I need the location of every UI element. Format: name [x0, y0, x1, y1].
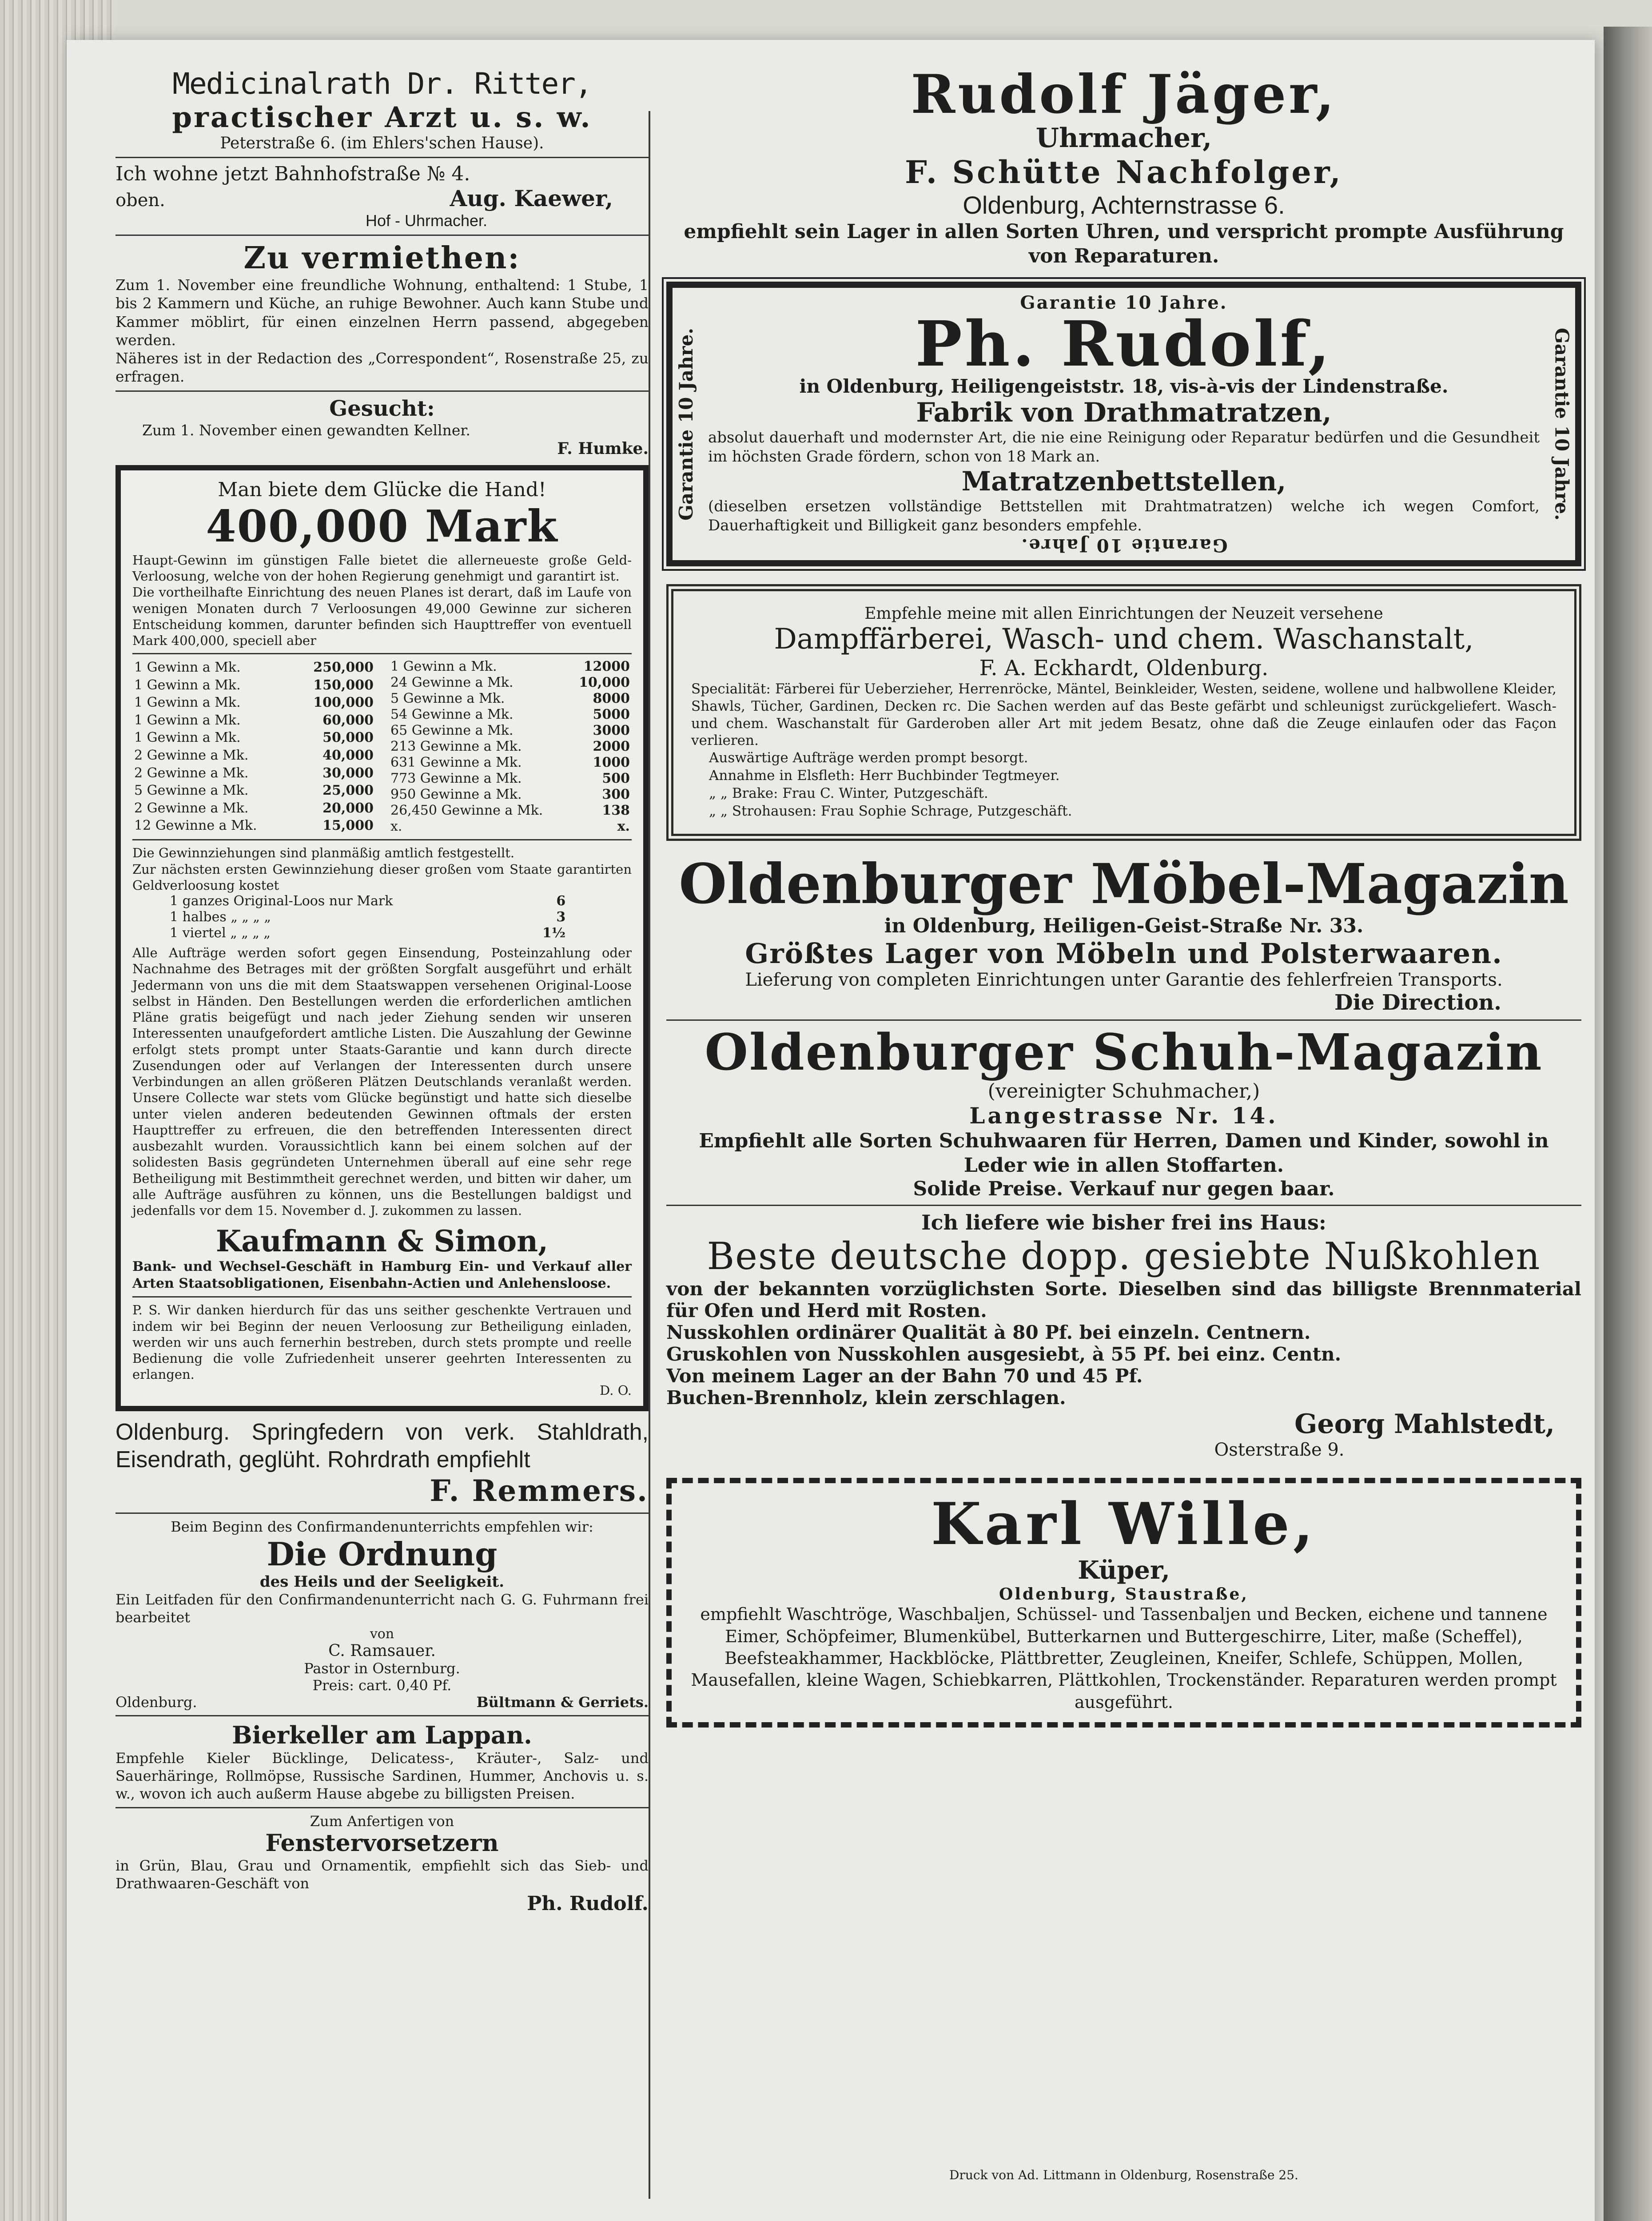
- lottery-ps-sig: D. O.: [600, 1382, 632, 1398]
- rudolf-name: Ph. Rudolf,: [915, 308, 1333, 381]
- ad-moebel: [666, 854, 1581, 1015]
- table-row: [389, 707, 632, 723]
- table-row: [132, 677, 375, 694]
- separator: [115, 390, 649, 392]
- ordnung-subtitle: des Heils und der Seeligkeit.: [259, 1573, 505, 1591]
- rudolf-betten-text: (dieselben ersetzen vollständige Bettstellen mit Drahtmatratzen) welche ich wegen Comfort, Dauerhaftigkeit und Billigkeit ganz besonders empfehle.: [708, 498, 1540, 534]
- wille-place: Oldenburg, Staustraße,: [999, 1585, 1249, 1604]
- row-value: 30,000: [322, 765, 374, 781]
- kaewer-name: Aug. Kaewer,: [450, 185, 613, 211]
- ad-schuh: [666, 1025, 1581, 1200]
- ad-lottery: [115, 465, 649, 1411]
- separator: [115, 235, 649, 236]
- ordnung-desc: Ein Leitfaden für den Confirmandenunterricht nach G. G. Fuhrmann frei bearbeitet: [115, 1591, 649, 1626]
- ordnung-author: C. Ramsauer.: [328, 1642, 436, 1660]
- rudolf-fabrik: Fabrik von Drathmatratzen,: [916, 397, 1332, 428]
- table-row: [389, 819, 632, 835]
- row-value: 5000: [593, 707, 630, 723]
- table-row: [389, 771, 632, 787]
- eckhardt-auswaerts: Auswärtige Aufträge werden prompt besorgt.: [709, 750, 1028, 766]
- row-value: 40,000: [322, 748, 374, 764]
- separator: [115, 1715, 649, 1716]
- moebel-title: Oldenburger Möbel-Magazin: [679, 852, 1569, 916]
- separator: [132, 1296, 632, 1298]
- separator: [115, 157, 649, 158]
- eckhardt-title: Dampffärberei, Wasch- und chem. Waschanstalt,: [774, 623, 1474, 656]
- wille-text: empfiehlt Waschtröge, Waschbaljen, Schüssel- und Tassenbaljen und Becken, eichene und tannene Eimer, Schöpfeimer, Blumenkübel, Butterkarnen und Buttergeschirre, Liter, maße (Scheffel), Beefsteakhammer, Hackblöcke, Plättbretter, Zeugleinen, Kneifer, Schlefe, Schüppen, Mollen, Mausefallen, kleine Wagen, Schiebkarren, Plättkohlen, Trockenständer. Reparaturen werden prompt ausgeführt.: [691, 1604, 1557, 1712]
- kaewer-oben: oben.: [115, 190, 165, 211]
- jaeger-address: Oldenburg, Achternstrasse 6.: [963, 191, 1285, 219]
- row-label: 1 Gewinn a Mk.: [134, 712, 241, 728]
- schuh-address: Langestrasse Nr. 14.: [969, 1103, 1278, 1129]
- wille-name: Karl Wille,: [931, 1490, 1317, 1558]
- row-value: 150,000: [313, 677, 374, 693]
- row-value: 10,000: [579, 675, 630, 691]
- wille-role: Küper,: [1078, 1556, 1170, 1585]
- table-row: [389, 723, 632, 739]
- kohlen-text: von der bekannten vorzüglichsten Sorte. Dieselben sind das billigste Brennmaterial für Ofen und Herd mit Rosten.: [666, 1278, 1581, 1322]
- row-value: 15,000: [322, 818, 374, 834]
- kohlen-title: Beste deutsche dopp. gesiebte Nußkohlen: [707, 1234, 1541, 1278]
- kaewer-role: Hof - Uhrmacher.: [365, 211, 488, 230]
- table-row: [389, 675, 632, 691]
- row-label: 773 Gewinne a Mk.: [390, 771, 522, 787]
- kaewer-line1: Ich wohne jetzt Bahnhofstraße № 4.: [115, 163, 470, 185]
- row-label: 12 Gewinne a Mk.: [134, 818, 257, 834]
- eckhardt-annahme: [691, 767, 1556, 820]
- ordnung-intro: Beim Beginn des Confirmandenunterrichts empfehlen wir:: [171, 1518, 593, 1536]
- row-label: 65 Gewinne a Mk.: [390, 723, 514, 739]
- eckhardt-intro: Empfehle meine mit allen Einrichtungen der Neuzeit versehene: [864, 605, 1383, 623]
- table-row: [389, 803, 632, 819]
- remmers-text: Oldenburg. Springfedern von verk. Stahldrath, Eisendrath, geglüht. Rohrdrath empfiehlt: [115, 1419, 649, 1473]
- rudolf-guarantee-bottom: Garantie 10 Jahre.: [1020, 535, 1228, 556]
- kohlen-intro: Ich liefere wie bisher frei ins Haus:: [921, 1210, 1326, 1235]
- row-value: 6: [556, 893, 566, 909]
- vermiethen-text2: Näheres ist in der Redaction des „Correspondent“, Rosenstraße 25, zu erfragen.: [115, 350, 649, 386]
- remmers-name: F. Remmers.: [430, 1473, 649, 1509]
- separator: [132, 839, 632, 840]
- rudolf-guarantee-top: Garantie 10 Jahre.: [1020, 292, 1228, 313]
- lappan-title: Bierkeller am Lappan.: [232, 1721, 532, 1750]
- table-row: [132, 659, 375, 677]
- lottery-next-draw: Zur nächsten ersten Gewinnziehung dieser großen vom Staate garantirten Geldverloosung kostet: [132, 861, 632, 893]
- table-row: [132, 712, 375, 729]
- table-row: [132, 694, 375, 712]
- rudolf-address: in Oldenburg, Heiligengeiststr. 18, vis-à-vis der Lindenstraße.: [799, 375, 1449, 397]
- ad-jaeger: [666, 63, 1581, 268]
- fenster-name: Ph. Rudolf.: [527, 1892, 649, 1915]
- row-value: 25,000: [322, 783, 374, 799]
- table-row: [168, 909, 567, 925]
- annahme-line: „ „ Brake: Frau C. Winter, Putzgeschäft.: [709, 785, 988, 802]
- ordnung-price: Preis: cart. 0,40 Pf.: [312, 1677, 452, 1694]
- row-label: x.: [390, 819, 402, 835]
- ad-ritter: [115, 67, 649, 152]
- ad-kohlen: [666, 1210, 1581, 1460]
- ad-remmers: [115, 1418, 649, 1509]
- fenster-intro: Zum Anfertigen von: [310, 1813, 454, 1830]
- annahme-line: „ „ Strohausen: Frau Sophie Schrage, Putzgeschäft.: [709, 803, 1072, 820]
- lottery-draw-note: Die Gewinnziehungen sind planmäßig amtlich festgestellt.: [132, 845, 515, 861]
- wins-left: [132, 659, 375, 835]
- ordnung-place: Oldenburg.: [115, 1694, 197, 1711]
- row-value: x.: [617, 819, 630, 835]
- moebel-text: Lieferung von completen Einrichtungen unter Garantie des fehlerfreien Transports.: [745, 970, 1503, 991]
- table-row: [132, 782, 375, 800]
- jaeger-text: empfiehlt sein Lager in allen Sorten Uhren, und verspricht prompte Ausführung von Reparaturen.: [684, 220, 1564, 267]
- separator: [115, 1513, 649, 1514]
- lottery-body: Alle Aufträge werden sofort gegen Einsendung, Posteinzahlung oder Nachnahme des Betrages mit der größten Sorgfalt ausgeführt und erhält Jedermann von uns die mit dem Staatswappen versehenen Original-Loose selbst in Händen. Den Bestellungen werden die erforderlichen amtlichen Pläne gratis beigefügt und nach jeder Ziehung senden wir unseren Interessenten unaufgefordert amtliche Listen. Die Auszahlung der Gewinne erfolgt stets prompt unter Staats-Garantie und kann durch directe Zusendungen oder auf Verlangen der Interessenten durch unsere Verbindungen an allen größeren Plätzen Deutschlands veranlaßt werden. Unsere Collecte war stets vom Glücke begünstigt und hatte sich dieselbe unter vielen anderen bedeutenden Gewinnen oftmals der ersten Haupttreffer zu erfreuen, die den betreffenden Interessenten direct ausbezahlt wurden. Voraussichtlich kann bei einem solchen auf der solidesten Basis gegründeten Unternehmen überall auf eine sehr rege Betheiligung mit Bestimmtheit gerechnet werden, und bitten wir daher, um alle Aufträge ausführen zu können, uns die Bestellungen baldigst und jedenfalls vor dem 15. November d. J. zukommen zu lassen.: [132, 945, 632, 1218]
- ad-gesucht: [115, 396, 649, 458]
- kohlen-address: Osterstraße 9.: [1214, 1440, 1345, 1461]
- lottery-intro: Haupt-Gewinn im günstigen Falle bietet die allerneueste große Geld-Verloosung, welche von der hohen Regierung genehmigt und garantirt ist.: [132, 552, 632, 584]
- row-label: 5 Gewinne a Mk.: [390, 691, 505, 707]
- row-value: 12000: [583, 659, 630, 675]
- left-column: [115, 67, 649, 1915]
- printer-footer: Druck von Ad. Littmann in Oldenburg, Rosenstraße 25.: [949, 2168, 1298, 2182]
- ad-kaewer: [115, 163, 649, 230]
- separator: [666, 1019, 1581, 1021]
- ordnung-title: Die Ordnung: [267, 1535, 498, 1573]
- ad-eckhardt: [666, 584, 1581, 841]
- rudolf-guarantee-right: Garantie 10 Jahre.: [1551, 327, 1573, 521]
- gesucht-heading: Gesucht:: [329, 396, 435, 421]
- wins-right: [389, 659, 632, 835]
- table-row: [168, 925, 567, 941]
- row-label: 1 ganzes Original-Loos nur Mark: [170, 893, 393, 909]
- gesucht-text: Zum 1. November einen gewandten Kellner.: [142, 421, 470, 439]
- kohlen-line4: Buchen-Brennholz, klein zerschlagen.: [666, 1387, 1066, 1409]
- eckhardt-name: F. A. Eckhardt, Oldenburg.: [979, 656, 1269, 681]
- moebel-signature: Die Direction.: [1334, 990, 1501, 1015]
- row-value: 500: [602, 771, 630, 787]
- eckhardt-text: Specialität: Färberei für Ueberzieher, Herrenröcke, Mäntel, Beinkleider, Westen, seidene, wollene und halbwollene Kleider, Shawls, Tücher, Gardinen, Decken rc. Die Sachen werden auf das Beste gefärbt und schleunigst zurückgeliefert. Wasch- und chem. Waschanstalt für Garderoben aller Art mit jedem Besatz, ohne daß die Zeuge einlaufen oder das Façon verlieren.: [691, 681, 1556, 749]
- table-row: [389, 691, 632, 707]
- lottery-firm-desc: Bank- und Wechsel-Geschäft in Hamburg Ein- und Verkauf aller Arten Staatsobligationen, Eisenbahn-Actien und Anlehensloose.: [132, 1259, 632, 1291]
- row-value: 3: [556, 909, 566, 925]
- row-label: 213 Gewinne a Mk.: [390, 739, 522, 755]
- kohlen-line3: Von meinem Lager an der Bahn 70 und 45 Pf.: [666, 1365, 1143, 1387]
- table-row: [389, 659, 632, 675]
- jaeger-name: Rudolf Jäger,: [911, 63, 1337, 126]
- row-value: 50,000: [322, 730, 374, 746]
- ad-ordnung: [115, 1518, 649, 1711]
- table-row: [132, 817, 375, 835]
- ritter-title: practischer Arzt u. s. w.: [172, 101, 592, 134]
- kohlen-name: Georg Mahlstedt,: [1294, 1409, 1555, 1440]
- ad-lappan: [115, 1721, 649, 1803]
- row-label: 1 Gewinn a Mk.: [134, 730, 241, 746]
- kohlen-line1: Nusskohlen ordinärer Qualität à 80 Pf. bei einzeln. Centnern.: [666, 1321, 1311, 1344]
- separator: [666, 1205, 1581, 1206]
- ordnung-publisher: Bültmann & Gerriets.: [476, 1694, 649, 1711]
- vermiethen-text: Zum 1. November eine freundliche Wohnung, enthaltend: 1 Stube, 1 bis 2 Kammern und Küche, an ruhige Bewohner. Auch kann Stube und Kammer möblirt, für einen einzelnen Herrn passend, abgegeben werden.: [115, 276, 649, 349]
- separator: [115, 1807, 649, 1808]
- row-label: 2 Gewinne a Mk.: [134, 765, 249, 781]
- ad-fenster: [115, 1813, 649, 1915]
- lappan-text: Empfehle Kieler Bücklinge, Delicatess-, Kräuter-, Salz- und Sauerhäringe, Rollmöpse, Russische Sardinen, Hummer, Anchovis u. s. w., wovon ich auch außerm Hause abgebe zu billigsten Preisen.: [115, 1750, 649, 1803]
- row-label: 1 halbes „ „ „ „: [170, 909, 271, 925]
- row-value: 138: [602, 803, 630, 819]
- row-value: 1½: [542, 925, 566, 941]
- right-column: [666, 63, 1581, 1727]
- fenster-title: Fenstervorsetzern: [265, 1830, 499, 1857]
- ad-wille: [666, 1478, 1581, 1727]
- row-label: 631 Gewinne a Mk.: [390, 755, 522, 771]
- table-row: [132, 764, 375, 782]
- ritter-address: Peterstraße 6. (im Ehlers'schen Hause).: [220, 134, 544, 152]
- lottery-slogan: Man biete dem Glücke die Hand!: [218, 478, 546, 501]
- schuh-text: Empfiehlt alle Sorten Schuhwaaren für Herren, Damen und Kinder, sowohl in Leder wie in allen Stoffarten.: [699, 1130, 1549, 1177]
- table-row: [132, 800, 375, 817]
- row-label: 1 Gewinn a Mk.: [134, 695, 241, 711]
- row-label: 1 Gewinn a Mk.: [390, 659, 497, 675]
- rudolf-guarantee-left: Garantie 10 Jahre.: [675, 327, 697, 521]
- jaeger-role: Uhrmacher,: [1035, 123, 1212, 154]
- lottery-ps: P. S. Wir danken hierdurch für das uns seither geschenkte Vertrauen und indem wir bei Beginn der neuen Verloosung zur Betheiligung einladen, werden wir uns auch fernerhin bestreben, durch stets prompte und reelle Bedienung die volle Zufriedenheit unserer geehrten Interessenten zu erlangen.: [132, 1302, 632, 1382]
- table-row: [389, 739, 632, 755]
- fenster-text: in Grün, Blau, Grau und Ornamentik, empfiehlt sich das Sieb- und Drathwaaren-Geschäft von: [115, 1857, 649, 1892]
- moebel-slogan: Größtes Lager von Möbeln und Polsterwaaren.: [745, 937, 1503, 970]
- gesucht-signature: F. Humke.: [557, 439, 649, 458]
- row-value: 3000: [593, 723, 630, 739]
- row-label: 1 Gewinn a Mk.: [134, 677, 241, 693]
- annahme-line: Annahme in Elsfleth: Herr Buchbinder Tegtmeyer.: [709, 767, 1060, 784]
- jaeger-firm: F. Schütte Nachfolger,: [905, 154, 1343, 191]
- table-row: [389, 755, 632, 771]
- row-label: 1 Gewinn a Mk.: [134, 660, 241, 676]
- row-value: 60,000: [322, 712, 374, 728]
- row-value: 100,000: [313, 695, 374, 711]
- lottery-amount: 400,000 Mark: [206, 501, 558, 552]
- row-value: 300: [602, 787, 630, 803]
- vermiethen-heading: Zu vermiethen:: [243, 240, 521, 276]
- ritter-name: Medicinalrath Dr. Ritter,: [172, 67, 592, 101]
- row-label: 950 Gewinne a Mk.: [390, 787, 522, 803]
- ordnung-von: von: [370, 1626, 394, 1642]
- rudolf-fabrik-text: absolut dauerhaft und modernster Art, die nie eine Reinigung oder Reparatur bedürfen und die Gesundheit im höchsten Grade fördern, schon von 18 Mark an.: [708, 429, 1540, 466]
- schuh-sub: (vereinigter Schuhmacher,): [987, 1080, 1260, 1103]
- row-label: 24 Gewinne a Mk.: [390, 675, 514, 691]
- row-value: 2000: [593, 739, 630, 755]
- lottery-prices: [168, 893, 567, 941]
- table-row: [132, 729, 375, 747]
- row-label: 5 Gewinne a Mk.: [134, 783, 249, 799]
- book-spine-edge: [1604, 27, 1652, 2221]
- row-label: 2 Gewinne a Mk.: [134, 748, 249, 764]
- ordnung-author-role: Pastor in Osternburg.: [304, 1660, 460, 1677]
- moebel-address: in Oldenburg, Heiligen-Geist-Straße Nr. 33.: [884, 915, 1364, 938]
- schuh-text2: Solide Preise. Verkauf nur gegen baar.: [913, 1178, 1335, 1201]
- lottery-intro2: Die vortheilhafte Einrichtung des neuen Planes ist derart, daß im Laufe von wenigen Monaten durch 7 Verloosungen 49,000 Gewinne zur sicheren Entscheidung kommen, darunter befinden sich Haupttreffer von eventuell Mark 400,000, speciell aber: [132, 585, 632, 648]
- table-row: [132, 747, 375, 764]
- ad-ph-rudolf: [666, 282, 1581, 566]
- row-label: 26,450 Gewinne a Mk.: [390, 803, 543, 819]
- row-label: 2 Gewinne a Mk.: [134, 800, 249, 816]
- row-label: 1 viertel „ „ „ „: [170, 925, 271, 941]
- row-label: 54 Gewinne a Mk.: [390, 707, 514, 723]
- ad-vermiethen: [115, 240, 649, 386]
- row-value: 1000: [593, 755, 630, 771]
- row-value: 20,000: [322, 800, 374, 816]
- row-value: 8000: [593, 691, 630, 707]
- rudolf-betten: Matratzenbettstellen,: [961, 466, 1286, 497]
- separator: [132, 653, 632, 654]
- lottery-firm: Kaufmann & Simon,: [215, 1224, 549, 1259]
- column-divider: [649, 111, 650, 2199]
- row-value: 250,000: [313, 660, 374, 676]
- lottery-wins-table: [132, 659, 632, 835]
- kohlen-line2: Gruskohlen von Nusskohlen ausgesiebt, à 55 Pf. bei einz. Centn.: [666, 1343, 1342, 1365]
- table-row: [389, 787, 632, 803]
- schuh-title: Oldenburger Schuh-Magazin: [705, 1023, 1543, 1082]
- table-row: [168, 893, 567, 909]
